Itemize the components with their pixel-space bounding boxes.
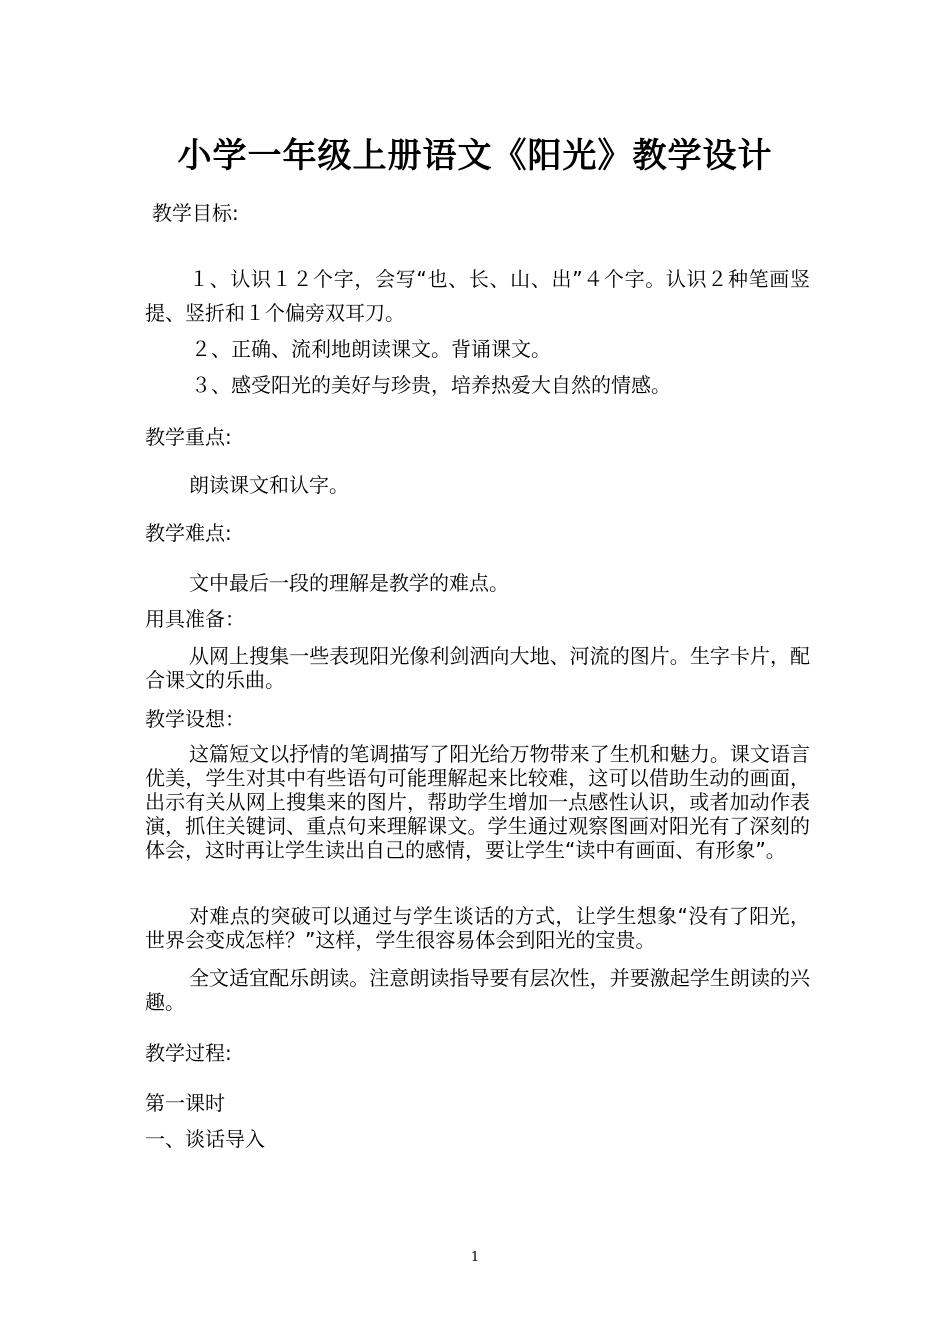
document-title: 小学一年级上册语文《阳光》教学设计 <box>177 136 773 176</box>
design-paragraph-2: 对难点的突破可以通过与学生谈话的方式，让学生想象“没有了阳光，世界会变成怎样？”这样，学生很容易体会到阳光的宝贵。 <box>145 904 810 952</box>
key-point-heading: 教学重点: <box>145 425 232 449</box>
page-number: 1 <box>470 1250 480 1265</box>
objective-item-1: １、认识１２个字，会写“也、长、山、出”４个字。认识２种笔画竖提、竖折和１个偏旁双耳刀。 <box>145 267 810 325</box>
difficulty-content: 文中最后一段的理解是教学的难点。 <box>189 571 509 595</box>
materials-heading: 用具准备： <box>145 607 245 631</box>
objective-item-2: ２、正确、流利地朗读课文。背诵课文。 <box>191 337 551 361</box>
step-1: 一、谈话导入 <box>145 1127 265 1151</box>
difficulty-heading: 教学难点: <box>145 521 232 545</box>
materials-content: 从网上搜集一些表现阳光像利剑洒向大地、河流的图片。生字卡片，配合课文的乐曲。 <box>145 644 810 692</box>
design-heading: 教学设想： <box>145 707 245 731</box>
process-heading: 教学过程: <box>145 1041 232 1065</box>
design-paragraph-1: 这篇短文以抒情的笔调描写了阳光给万物带来了生机和魅力。课文语言优美，学生对其中有些语句可能理解起来比较难，这可以借助生动的画面，出示有关从网上搜集来的图片，帮助学生增加一点感性认识，或者加动作表演，抓住关键词、重点句来理解课文。学生通过观察图画对阳光有了深刻的体会，这时再让学生读出自己的感情，要让学生“读中有画面、有形象”。 <box>145 742 810 862</box>
design-paragraph-3: 全文适宜配乐朗读。注意朗读指导要有层次性，并要激起学生朗读的兴趣。 <box>145 966 810 1014</box>
lesson-label: 第一课时 <box>145 1091 225 1115</box>
objectives-heading: 教学目标: <box>152 201 239 225</box>
key-point-content: 朗读课文和认字。 <box>189 473 349 497</box>
objective-item-3: ３、感受阳光的美好与珍贵，培养热爱大自然的情感。 <box>191 373 671 397</box>
